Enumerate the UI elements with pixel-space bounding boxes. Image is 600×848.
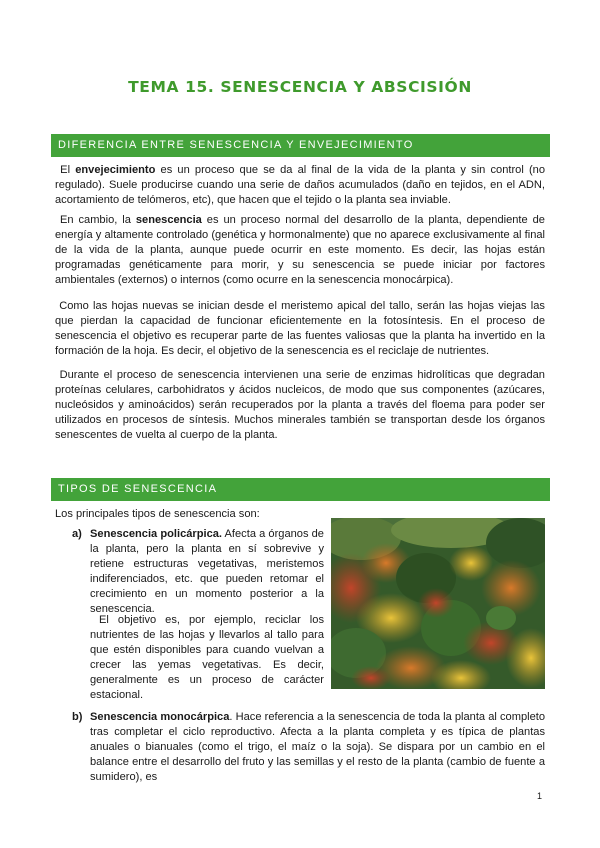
list-label-a: a) (72, 528, 82, 540)
list-item-policarpica (90, 527, 324, 616)
list-item-policarpica-cont (90, 613, 324, 702)
paragraph-text: En cambio, la (59, 214, 136, 226)
section-heading-tipos: TIPOS DE SENESCENCIA (51, 478, 550, 501)
term-envejecimiento: envejecimiento (75, 164, 156, 176)
paragraph-senescencia (55, 213, 545, 288)
page-title: TEMA 15. SENESCENCIA Y ABSCISIÓN (128, 78, 472, 96)
list-item-text: El objetivo es, por ejemplo, reciclar los nutrientes de las hojas y llevarlos al tallo para que estén disponibles para cuando vuelvan a crecer las yemas vegetativas. Es decir, generalmente es un proceso de carácter estacional. (90, 614, 324, 701)
term-senescencia: senescencia (135, 214, 202, 226)
paragraph-text: es un proceso que se da al final de la vida de la planta y sin control (no regulado). Suele producirse cuando una serie de daños acumulados (daño en tejidos, en el ADN, acortamiento de telómeros, etc), que hacen que el tejido o la planta sea inviable. (55, 164, 545, 206)
list-item-text: . Hace referencia a la senescencia de toda la planta al completo tras completar el ciclo reproductivo. Afecta a la planta completa y es típica de plantas anuales o bianuales (como el trigo, el maíz o la soja). Se dispara por un cambio en el balance entre el desarrollo del fruto y las semillas y el resto de la planta (cambio de fuente a sumidero), es (90, 711, 545, 783)
paragraph-text: Durante el proceso de senescencia intervienen una serie de enzimas hidrolíticas que degradan proteínas celulares, carbohidratos y ácidos nucleicos, de modo que sus componentes (azúcares, nucleósidos y aminoácidos) serán recuperados por la planta a través del floema para poder ser utilizados en procesos de síntesis. Muchos minerales también se transportan desde los órganos senescentes de vuelta al cuerpo de la planta. (55, 369, 545, 441)
list-item-text: Afecta a órganos de la planta, pero la planta en sí sobrevive y retiene estructuras vegetativas, meristemos indiferenciados, etc. que pueden retomar el crecimiento en un momento posterior a la senescencia. (90, 528, 324, 615)
paragraph-hojas (55, 299, 545, 359)
page-number: 1 (537, 791, 543, 801)
list-item-monocarpica (90, 710, 545, 785)
autumn-forest-image (331, 518, 545, 689)
paragraph-enzimas (55, 368, 545, 443)
list-intro: Los principales tipos de senescencia son: (55, 508, 260, 520)
paragraph-text: es un proceso normal del desarrollo de la planta, dependiente de energía y altamente controlado (genética y hormonalmente) que no aparece exclusivamente al final de la vida de la planta, aunque puede ocurrir en este momento. Es decir, las hojas están programadas genéticamente para morir, y su senescencia se puede iniciar por factores ambientales (externos) o internos (como ocurre en la senescencia monocárpica). (55, 214, 545, 286)
term-policarpica: Senescencia policárpica. (90, 528, 223, 540)
paragraph-text: Como las hojas nuevas se inician desde el meristemo apical del tallo, serán las hojas viejas las que pierdan la capacidad de funcionar eficientemente en la fotosíntesis. En el proceso de senescencia el objetivo es recuperar parte de las fuentes valiosas que la planta ha invertido en la formación de la hoja. Es decir, el objetivo de la senescencia es el reciclaje de nutrientes. (55, 300, 545, 357)
paragraph-text: El (60, 164, 76, 176)
term-monocarpica: Senescencia monocárpica (90, 711, 230, 723)
list-label-b: b) (72, 711, 83, 723)
section-heading-differences: DIFERENCIA ENTRE SENESCENCIA Y ENVEJECIMIENTO (51, 134, 550, 157)
paragraph-envejecimiento (55, 163, 545, 208)
